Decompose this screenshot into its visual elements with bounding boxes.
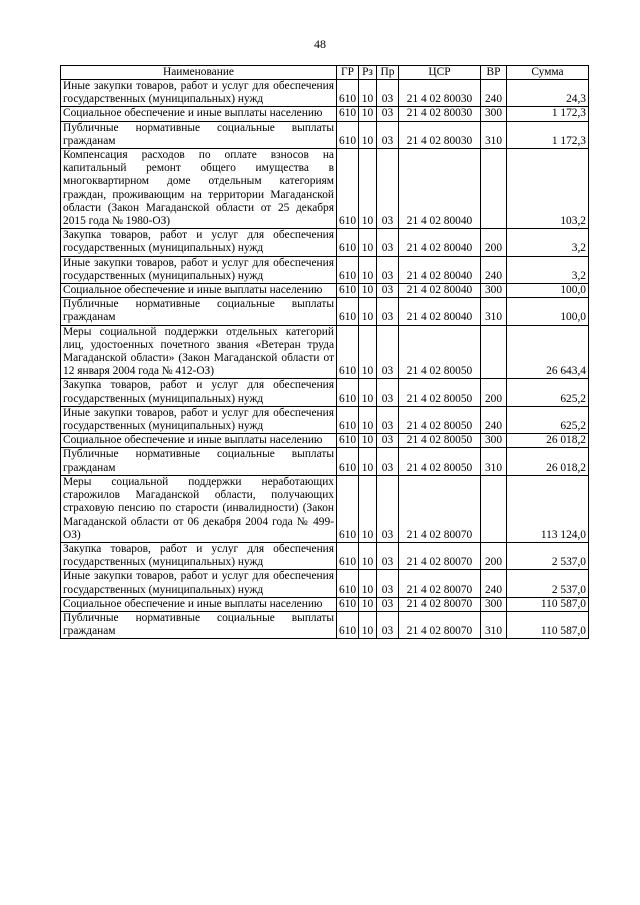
row-pr: 03: [377, 611, 399, 638]
table-row: [61, 570, 589, 597]
table-row: [61, 284, 589, 298]
table-header-row: [61, 66, 589, 80]
row-gr: 610: [337, 570, 359, 597]
row-gr: 610: [337, 80, 359, 107]
row-gr: 610: [337, 611, 359, 638]
row-name: Компенсация расходов по оплате взносов на капитальный ремонт общего имущества в многоквартирном доме отдельным категориям граждан, проживающим на территории Магаданской области (Закон Магаданской области от 25 декабря 2015 года № 1980-ОЗ): [61, 149, 337, 229]
row-csr: 21 4 02 80070: [399, 542, 481, 569]
row-sum: 625,2: [507, 379, 589, 406]
row-rz: 10: [359, 80, 377, 107]
row-gr: 610: [337, 229, 359, 256]
row-name: Социальное обеспечение и иные выплаты населению: [61, 597, 337, 611]
row-rz: 10: [359, 448, 377, 475]
row-name: Закупка товаров, работ и услуг для обеспечения государственных (муниципальных) нужд: [61, 379, 337, 406]
row-name: Закупка товаров, работ и услуг для обеспечения государственных (муниципальных) нужд: [61, 542, 337, 569]
header-name: Наименование: [61, 66, 337, 80]
row-rz: 10: [359, 121, 377, 148]
row-rz: 10: [359, 406, 377, 433]
row-pr: 03: [377, 406, 399, 433]
row-vr: 300: [481, 434, 507, 448]
header-pr: Пр: [377, 66, 399, 80]
row-sum: 103,2: [507, 149, 589, 229]
row-csr: 21 4 02 80050: [399, 434, 481, 448]
table-row: [61, 542, 589, 569]
row-gr: 610: [337, 448, 359, 475]
row-sum: 113 124,0: [507, 475, 589, 542]
table-row: [61, 475, 589, 542]
row-vr: 310: [481, 448, 507, 475]
row-sum: 3,2: [507, 229, 589, 256]
row-gr: 610: [337, 597, 359, 611]
table-row: [61, 448, 589, 475]
row-name: Публичные нормативные социальные выплаты гражданам: [61, 611, 337, 638]
row-name: Социальное обеспечение и иные выплаты населению: [61, 284, 337, 298]
table-row: [61, 611, 589, 638]
row-vr: 200: [481, 379, 507, 406]
row-vr: 310: [481, 298, 507, 325]
row-csr: 21 4 02 80040: [399, 256, 481, 283]
row-gr: 610: [337, 256, 359, 283]
row-name: Иные закупки товаров, работ и услуг для обеспечения государственных (муниципальных) нужд: [61, 406, 337, 433]
table-row: [61, 107, 589, 121]
budget-table: [60, 65, 589, 639]
row-pr: 03: [377, 107, 399, 121]
row-rz: 10: [359, 379, 377, 406]
row-name: Меры социальной поддержки отдельных категорий лиц, удостоенных почетного звания «Ветеран труда Магаданской области» (Закон Магаданской области от 12 января 2004 года № 412-ОЗ): [61, 325, 337, 379]
row-sum: 3,2: [507, 256, 589, 283]
header-gr: ГР: [337, 66, 359, 80]
header-rz: Рз: [359, 66, 377, 80]
row-name: Социальное обеспечение и иные выплаты населению: [61, 434, 337, 448]
header-sum: Сумма: [507, 66, 589, 80]
row-sum: 26 018,2: [507, 448, 589, 475]
table-body: [61, 80, 589, 639]
row-csr: 21 4 02 80070: [399, 597, 481, 611]
row-gr: 610: [337, 475, 359, 542]
row-pr: 03: [377, 448, 399, 475]
row-csr: 21 4 02 80050: [399, 448, 481, 475]
row-csr: 21 4 02 80040: [399, 284, 481, 298]
table-row: [61, 434, 589, 448]
header-csr: ЦСР: [399, 66, 481, 80]
row-name: Иные закупки товаров, работ и услуг для обеспечения государственных (муниципальных) нужд: [61, 80, 337, 107]
row-vr: 300: [481, 597, 507, 611]
row-sum: 100,0: [507, 298, 589, 325]
row-vr: 200: [481, 229, 507, 256]
row-pr: 03: [377, 325, 399, 379]
row-vr: 300: [481, 107, 507, 121]
row-csr: 21 4 02 80050: [399, 325, 481, 379]
row-rz: 10: [359, 611, 377, 638]
row-pr: 03: [377, 80, 399, 107]
row-gr: 610: [337, 434, 359, 448]
row-pr: 03: [377, 475, 399, 542]
row-name: Социальное обеспечение и иные выплаты населению: [61, 107, 337, 121]
row-pr: 03: [377, 379, 399, 406]
row-sum: 625,2: [507, 406, 589, 433]
row-csr: 21 4 02 80030: [399, 121, 481, 148]
table-row: [61, 229, 589, 256]
row-rz: 10: [359, 434, 377, 448]
row-sum: 1 172,3: [507, 107, 589, 121]
row-name: Публичные нормативные социальные выплаты гражданам: [61, 121, 337, 148]
row-rz: 10: [359, 597, 377, 611]
row-vr: 200: [481, 542, 507, 569]
row-csr: 21 4 02 80030: [399, 80, 481, 107]
page-number: 48: [314, 37, 326, 51]
table-row: [61, 406, 589, 433]
row-csr: 21 4 02 80050: [399, 406, 481, 433]
row-sum: 110 587,0: [507, 597, 589, 611]
row-name: Публичные нормативные социальные выплаты гражданам: [61, 298, 337, 325]
row-rz: 10: [359, 256, 377, 283]
row-sum: 26 643,4: [507, 325, 589, 379]
row-sum: 110 587,0: [507, 611, 589, 638]
row-sum: 1 172,3: [507, 121, 589, 148]
row-vr: [481, 149, 507, 229]
row-csr: 21 4 02 80030: [399, 107, 481, 121]
row-pr: 03: [377, 570, 399, 597]
row-pr: 03: [377, 229, 399, 256]
row-pr: 03: [377, 597, 399, 611]
header-vr: ВР: [481, 66, 507, 80]
row-vr: 240: [481, 80, 507, 107]
table-row: [61, 597, 589, 611]
row-vr: 240: [481, 256, 507, 283]
table-row: [61, 80, 589, 107]
row-vr: [481, 325, 507, 379]
row-gr: 610: [337, 406, 359, 433]
row-pr: 03: [377, 121, 399, 148]
row-csr: 21 4 02 80040: [399, 298, 481, 325]
row-rz: 10: [359, 298, 377, 325]
row-pr: 03: [377, 149, 399, 229]
row-vr: 240: [481, 570, 507, 597]
row-rz: 10: [359, 542, 377, 569]
row-pr: 03: [377, 298, 399, 325]
row-sum: 24,3: [507, 80, 589, 107]
table-row: [61, 379, 589, 406]
row-pr: 03: [377, 284, 399, 298]
row-rz: 10: [359, 570, 377, 597]
row-rz: 10: [359, 149, 377, 229]
row-name: Меры социальной поддержки неработающих старожилов Магаданской области, получающих страховую пенсию по старости (инвалидности) (Закон Магаданской области от 06 декабря 2004 года № 499-ОЗ): [61, 475, 337, 542]
row-gr: 610: [337, 149, 359, 229]
row-sum: 100,0: [507, 284, 589, 298]
row-rz: 10: [359, 229, 377, 256]
row-gr: 610: [337, 107, 359, 121]
row-gr: 610: [337, 284, 359, 298]
table-row: [61, 149, 589, 229]
row-gr: 610: [337, 379, 359, 406]
row-name: Иные закупки товаров, работ и услуг для обеспечения государственных (муниципальных) нужд: [61, 256, 337, 283]
row-sum: 2 537,0: [507, 542, 589, 569]
row-gr: 610: [337, 325, 359, 379]
row-vr: 240: [481, 406, 507, 433]
row-gr: 610: [337, 121, 359, 148]
table-row: [61, 325, 589, 379]
table-row: [61, 298, 589, 325]
row-rz: 10: [359, 284, 377, 298]
row-gr: 610: [337, 542, 359, 569]
row-pr: 03: [377, 256, 399, 283]
table-row: [61, 256, 589, 283]
row-vr: 310: [481, 611, 507, 638]
row-rz: 10: [359, 475, 377, 542]
row-vr: [481, 475, 507, 542]
row-csr: 21 4 02 80070: [399, 570, 481, 597]
row-csr: 21 4 02 80070: [399, 475, 481, 542]
row-rz: 10: [359, 325, 377, 379]
row-vr: 300: [481, 284, 507, 298]
row-pr: 03: [377, 434, 399, 448]
row-name: Иные закупки товаров, работ и услуг для обеспечения государственных (муниципальных) нужд: [61, 570, 337, 597]
row-gr: 610: [337, 298, 359, 325]
row-rz: 10: [359, 107, 377, 121]
row-csr: 21 4 02 80070: [399, 611, 481, 638]
row-name: Публичные нормативные социальные выплаты гражданам: [61, 448, 337, 475]
row-csr: 21 4 02 80050: [399, 379, 481, 406]
row-vr: 310: [481, 121, 507, 148]
row-pr: 03: [377, 542, 399, 569]
row-name: Закупка товаров, работ и услуг для обеспечения государственных (муниципальных) нужд: [61, 229, 337, 256]
table-row: [61, 121, 589, 148]
row-csr: 21 4 02 80040: [399, 229, 481, 256]
row-sum: 2 537,0: [507, 570, 589, 597]
row-sum: 26 018,2: [507, 434, 589, 448]
row-csr: 21 4 02 80040: [399, 149, 481, 229]
